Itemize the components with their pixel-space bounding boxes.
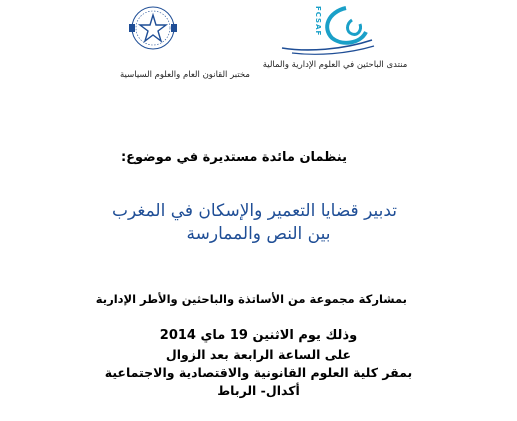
laboratory-logo [125, 4, 181, 52]
event-venue: بمقر كلية العلوم القانونية والاقتصادية والاجتماعية [104, 365, 413, 380]
event-date: وذلك يوم الاثنين 19 ماي 2014 [159, 328, 358, 343]
forum-logo [262, 4, 382, 62]
intro-heading: ينظمان مائدة مستديرة في موضوع: [120, 150, 347, 165]
laboratory-caption: مختبر القانون العام والعلوم السياسية [120, 70, 250, 80]
event-title-line-2: بين النص والممارسة [186, 224, 331, 244]
forum-logo-text: FCSAF [314, 6, 322, 37]
forum-caption: منتدى الباحثين في العلوم الإدارية والمالية [262, 60, 408, 70]
event-title-line-1: تدبير قضايا التعمير والإسكان في المغرب [112, 201, 397, 221]
participation-text: بمشاركة مجموعة من الأساتذة والباحثين والأطر الإدارية [95, 292, 407, 306]
moroccan-star-emblem-icon [125, 4, 181, 52]
event-time: على الساعة الرابعة بعد الزوال [165, 347, 352, 362]
event-city: أكدال- الرباط [217, 383, 300, 398]
forum-swirl-icon [262, 4, 382, 62]
